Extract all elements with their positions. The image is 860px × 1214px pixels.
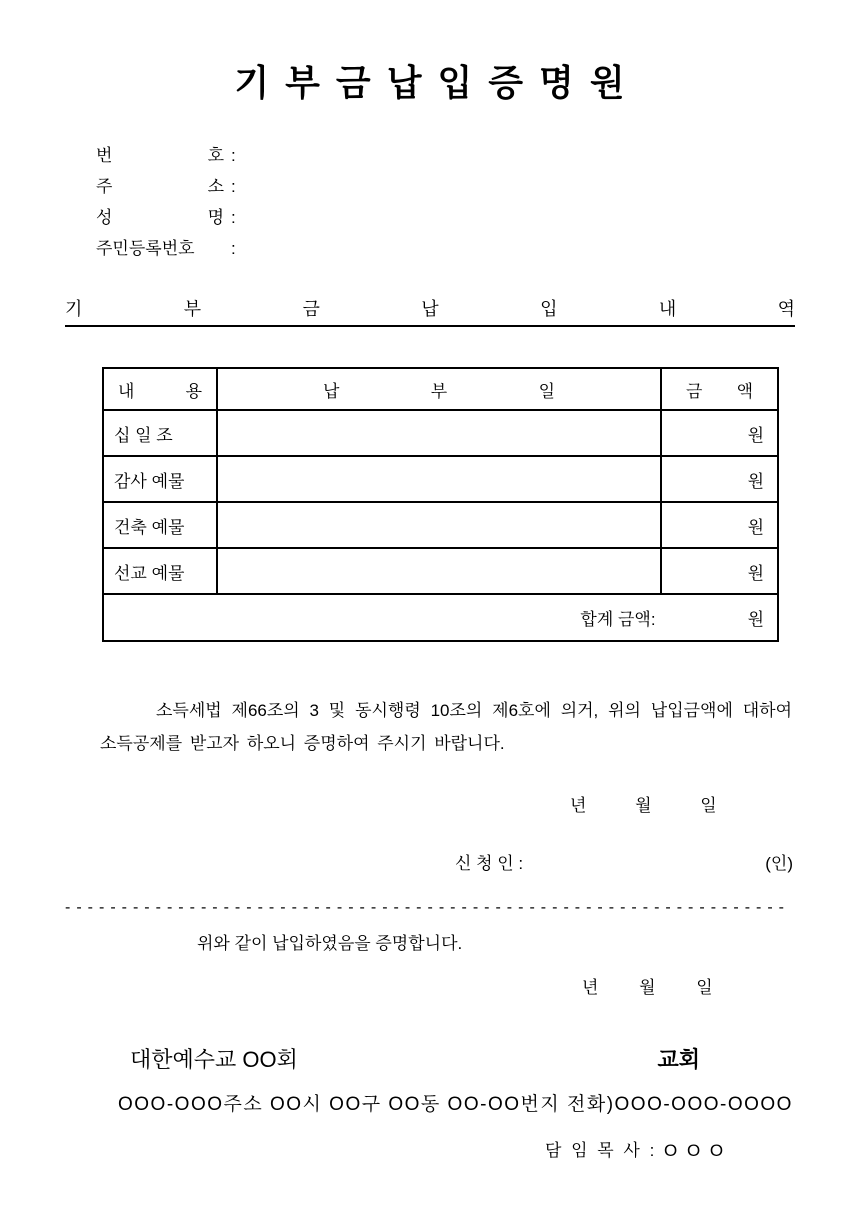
date-cell <box>217 502 661 548</box>
donation-table <box>102 367 779 642</box>
table-total-row <box>103 594 778 641</box>
info-field-label: 성 명 <box>96 208 224 228</box>
info-field-label: 주 소 <box>96 177 224 197</box>
date-cell <box>217 548 661 594</box>
certification-date-line: 년 월 일 <box>582 978 713 998</box>
church-org-line <box>65 1046 795 1073</box>
info-field-colon: : <box>231 239 236 259</box>
table-header-row <box>103 368 778 410</box>
table-row-mission-offering <box>103 548 778 594</box>
total-label: 합계 금액: <box>580 610 656 630</box>
table-row-tithe <box>103 410 778 456</box>
column-header-payment-date: 납 부 일 <box>217 368 661 410</box>
church-address-line: OOO-OOO주소 OO시 OO구 OO동 OO-OO번지 전화)OOO-OOO-OOOO <box>118 1094 793 1116</box>
info-field-label: 번 호 <box>96 146 224 166</box>
section-heading-donation-details: 기 부 금 납 입 내 역 <box>65 295 795 327</box>
amount-cell: 원 <box>661 502 778 548</box>
church-label: 교회 <box>657 1047 700 1073</box>
info-field-name <box>96 203 795 234</box>
info-field-number <box>96 141 795 172</box>
total-cell <box>103 594 778 641</box>
table-row-building-offering <box>103 502 778 548</box>
info-field-colon: : <box>231 146 236 166</box>
amount-cell: 원 <box>661 456 778 502</box>
date-cell <box>217 456 661 502</box>
certification-statement: 위와 같이 납입하였음을 증명합니다. <box>197 934 463 954</box>
applicant-info-block <box>96 141 795 265</box>
info-field-label: 주민등록번호 <box>96 239 195 259</box>
table-row-thanksgiving-offering <box>103 456 778 502</box>
item-cell: 선교 예물 <box>103 548 217 594</box>
page-title: 기 부 금 납 입 증 명 원 <box>234 62 626 103</box>
info-field-colon: : <box>231 208 236 228</box>
item-cell: 감사 예물 <box>103 456 217 502</box>
request-date-line: 년 월 일 <box>570 796 717 816</box>
item-cell: 건축 예물 <box>103 502 217 548</box>
column-header-amount: 금 액 <box>661 368 778 410</box>
total-unit: 원 <box>747 610 764 630</box>
seal-placeholder: (인) <box>765 854 793 874</box>
dashed-divider: ---------------------------------------------------------------- <box>65 900 790 917</box>
amount-cell: 원 <box>661 410 778 456</box>
applicant-signature-line <box>65 854 795 874</box>
column-header-item: 내 용 <box>103 368 217 410</box>
amount-cell: 원 <box>661 548 778 594</box>
info-field-colon: : <box>231 177 236 197</box>
request-statement: 소득세법 제66조의 3 및 동시행령 10조의 제6호에 의거, 위의 납입금액에 대하여 소득공제를 받고자 하오니 증명하여 주시기 바랍니다. <box>100 701 792 754</box>
senior-pastor-line: 담 임 목 사 : O O O <box>545 1141 724 1161</box>
info-field-resident-id <box>96 234 795 265</box>
date-cell <box>217 410 661 456</box>
denomination-name: 대한예수교 OO회 <box>130 1047 298 1073</box>
item-cell: 십 일 조 <box>103 410 217 456</box>
info-field-address <box>96 172 795 203</box>
applicant-label: 신 청 인 : <box>455 854 524 874</box>
